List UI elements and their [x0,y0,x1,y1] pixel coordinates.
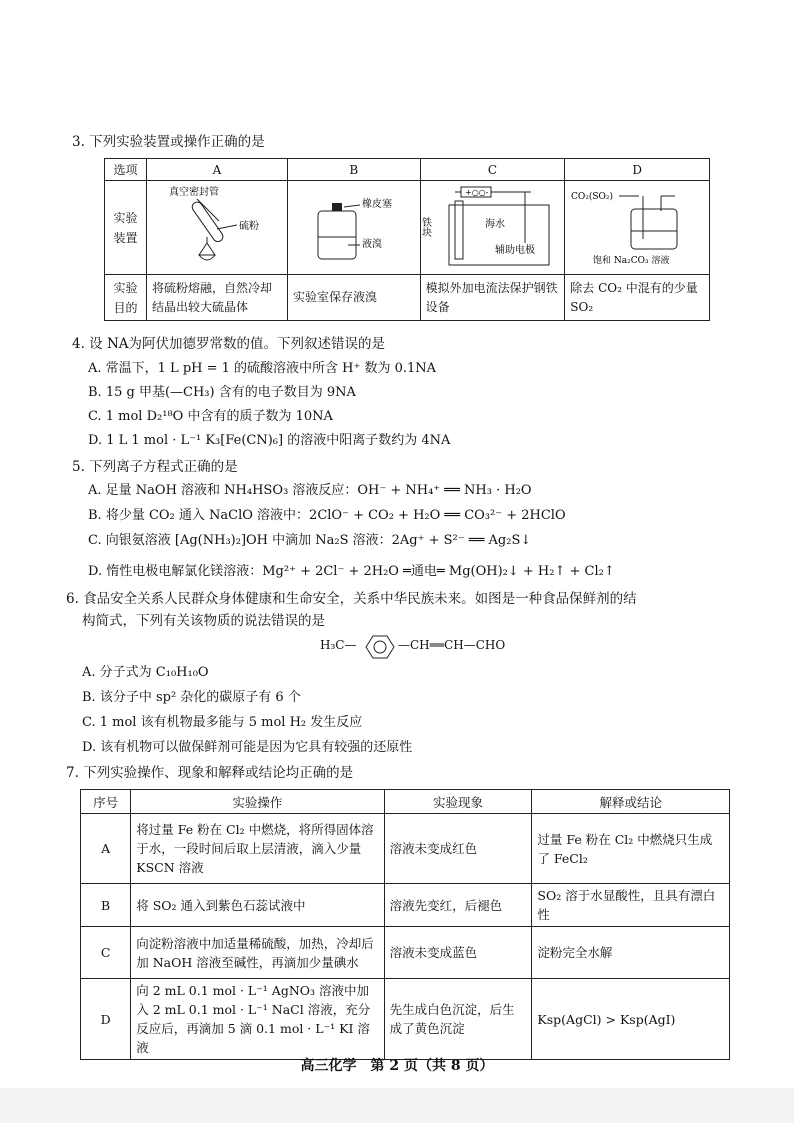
q7-row-c-op: 向淀粉溶液中加适量稀硫酸，加热，冷却后加 NaOH 溶液至碱性，再滴加少量碘水 [131,927,384,979]
q7-header-op: 实验操作 [131,790,384,814]
q3-row-purpose: 实验目的 [105,275,147,321]
q3-header-option: 选项 [105,159,147,181]
q7-row-d-phen: 先生成白色沉淀，后生成了黄色沉淀 [384,979,532,1060]
apparatus-b [287,181,420,275]
q3-option-c: C [420,159,565,181]
q4-option-a: A. 常温下，1 L pH = 1 的硫酸溶液中所含 H⁺ 数为 0.1NA [88,361,437,376]
svg-text:CO₂(SO₂): CO₂(SO₂) [571,192,614,202]
svg-text:橡皮塞: 橡皮塞 [361,199,392,210]
purpose-a: 将硫粉熔融，自然冷却结晶出较大硫晶体 [146,275,287,321]
benzene-ring-icon [362,634,398,660]
q7-header-concl: 解释或结论 [532,790,730,814]
q7-row-b-phen: 溶液先变红，后褪色 [384,884,532,927]
sealed-tube-diagram [147,181,287,271]
q7-row-c-phen: 溶液未变成蓝色 [384,927,532,979]
q7-row-c-concl: 淀粉完全水解 [532,927,730,979]
structure-right: —CH══CH—CHO [398,638,506,652]
svg-text:+○○-: +○○- [464,188,488,197]
svg-text:铁块: 铁块 [419,217,431,237]
q7-row-a-op: 将过量 Fe 粉在 Cl₂ 中燃烧，将所得固体溶于水，一段时间后取上层清液，滴入少量 KSCN 溶液 [131,814,384,884]
q7-row-d-id: D [81,979,131,1060]
q6-stem-line1: 6. 食品安全关系人民群众身体健康和生命安全，关系中华民族未来。如图是一种食品保鲜剂的结 [66,591,637,607]
q5-option-a: A. 足量 NaOH 溶液和 NH₄HSO₃ 溶液反应：OH⁻ + NH₄⁺ ══ NH₃ · H₂O [88,483,532,498]
q7-row-a-concl: 过量 Fe 粉在 Cl₂ 中燃烧只生成了 FeCl₂ [532,814,730,884]
bromine-bottle-diagram [288,181,416,271]
apparatus-c [420,181,565,275]
q7-row-b-concl: SO₂ 溶于水显酸性，且具有漂白性 [532,884,730,927]
purpose-b: 实验室保存液溴 [287,275,420,321]
q6-option-c: C. 1 mol 该有机物最多能与 5 mol H₂ 发生反应 [82,715,363,730]
structure-left: H₃C— [320,638,357,652]
purpose-d: 除去 CO₂ 中混有的少量 SO₂ [565,275,710,321]
purpose-c: 模拟外加电流法保护钢铁设备 [420,275,565,321]
svg-text:液溴: 液溴 [361,239,382,250]
svg-text:硫粉: 硫粉 [238,221,259,232]
q6-stem-line2: 构简式，下列有关该物质的说法错误的是 [82,613,325,629]
q3-option-b: B [287,159,420,181]
q7-row-d-concl: Ksp(AgCl) > Ksp(AgI) [532,979,730,1060]
q6-option-a: A. 分子式为 C₁₀H₁₀O [82,665,209,680]
gas-washing-diagram [565,181,705,271]
q5-option-d: D. 惰性电极电解氯化镁溶液：Mg²⁺ + 2Cl⁻ + 2H₂O ═通电═ Mg(OH)₂↓ + H₂↑ + Cl₂↑ [88,564,615,579]
page-footer: 高三化学 第 2 页（共 8 页） [300,1058,494,1074]
q3-option-a: A [146,159,287,181]
q7-row-b-op: 将 SO₂ 通入到紫色石蕊试液中 [131,884,384,927]
bottom-margin [0,1088,794,1123]
q6-option-d: D. 该有机物可以做保鲜剂可能是因为它具有较强的还原性 [82,740,413,755]
q5-option-b: B. 将少量 CO₂ 通入 NaClO 溶液中：2ClO⁻ + CO₂ + H₂O ══ CO₃²⁻ + 2HClO [88,508,566,523]
q6-option-b: B. 该分子中 sp² 杂化的碳原子有 6 个 [82,690,301,705]
q5-option-c: C. 向银氨溶液 [Ag(NH₃)₂]OH 中滴加 Na₂S 溶液：2Ag⁺ + S²⁻ ══ Ag₂S↓ [88,533,532,548]
svg-text:辅助电极: 辅助电极 [494,245,535,256]
q4-option-b: B. 15 g 甲基(—CH₃) 含有的电子数目为 9NA [88,385,356,400]
q3-option-d: D [565,159,710,181]
svg-text:真空密封管: 真空密封管 [168,187,219,198]
q7-header-id: 序号 [81,790,131,814]
apparatus-a [146,181,287,275]
electrolysis-diagram [421,181,561,271]
q3-table [104,158,710,321]
q7-stem: 7. 下列实验操作、现象和解释或结论均正确的是 [66,765,354,781]
q3-row-apparatus: 实验装置 [105,181,147,275]
q7-row-d-op: 向 2 mL 0.1 mol · L⁻¹ AgNO₃ 溶液中加入 2 mL 0.1 mol · L⁻¹ NaCl 溶液，充分反应后，再滴加 5 滴 0.1 mol · L⁻¹ KI 溶液 [131,979,384,1060]
q4-option-c: C. 1 mol D₂¹⁸O 中含有的质子数为 10NA [88,409,333,424]
q3-stem: 3. 下列实验装置或操作正确的是 [72,134,265,150]
q4-stem: 4. 设 NA为阿伏加德罗常数的值。下列叙述错误的是 [72,336,386,352]
svg-text:海水: 海水 [484,219,505,230]
q7-table [80,789,730,1060]
q4-option-d: D. 1 L 1 mol · L⁻¹ K₃[Fe(CN)₆] 的溶液中阳离子数约为 4NA [88,433,451,448]
q7-header-phen: 实验现象 [384,790,532,814]
q7-row-a-id: A [81,814,131,884]
q5-stem: 5. 下列离子方程式正确的是 [72,459,238,475]
q7-row-c-id: C [81,927,131,979]
q7-row-b-id: B [81,884,131,927]
svg-text:饱和 Na₂CO₃ 溶液: 饱和 Na₂CO₃ 溶液 [593,256,670,266]
apparatus-d [565,181,710,275]
q7-row-a-phen: 溶液未变成红色 [384,814,532,884]
